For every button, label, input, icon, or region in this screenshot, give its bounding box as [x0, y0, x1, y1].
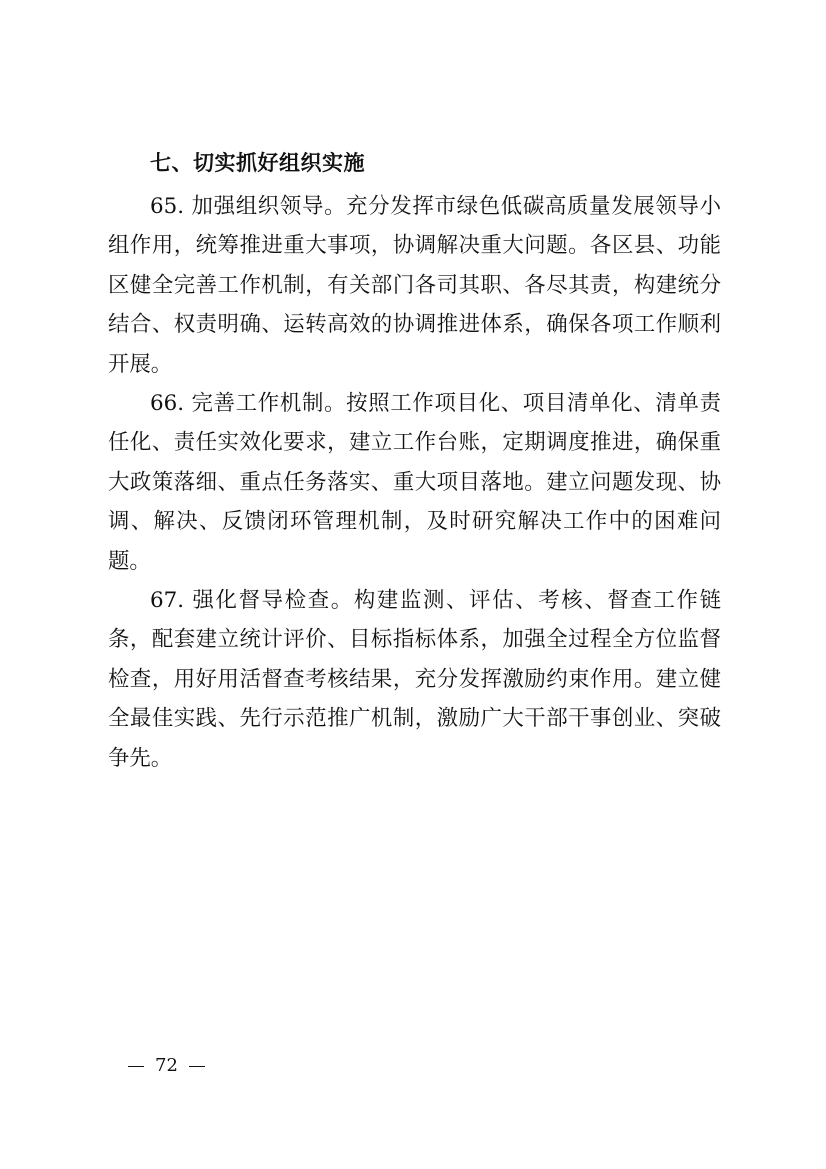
paragraph-text: 充分发挥市绿色低碳高质量发展领导小组作用，统筹推进重大事项，协调解决重大问题。各区县、功能区健全完善工作机制，有关部门各司其职、各尽其责，构建统分结合、权责明确、运转高效的协调推进体系，确保各项工作顺利开展。: [108, 194, 721, 377]
page-number-value: 72: [155, 1055, 178, 1076]
paragraph-title: 完善工作机制。: [191, 391, 347, 417]
dash-right: [189, 1066, 205, 1067]
page-number: [128, 1054, 205, 1078]
paragraph-66: [108, 384, 721, 581]
paragraph-title: 加强组织领导。: [191, 194, 347, 219]
paragraph-text: 按照工作项目化、项目清单化、清单责任化、责任实效化要求，建立工作台账，定期调度推进，确保重大政策落细、重点任务落实、重大项目落地。建立问题发现、协调、解决、反馈闭环管理机制，及时研究解决工作中的困难问题。: [108, 391, 721, 574]
paragraph-number: 67.: [150, 588, 185, 614]
paragraph-number: 66.: [150, 391, 185, 417]
dash-left: [128, 1066, 144, 1067]
paragraph-number: 65.: [150, 194, 185, 219]
paragraph-title: 强化督导检查。: [192, 588, 354, 614]
section-heading: 七、切实抓好组织实施: [150, 151, 365, 175]
paragraph-67: [108, 581, 721, 778]
paragraph-65: [108, 187, 721, 384]
body-text: [108, 187, 721, 778]
paragraph-text: 构建监测、评估、考核、督查工作链条，配套建立统计评价、目标指标体系，加强全过程全方位监督检查，用好用活督查考核结果，充分发挥激励约束作用。建立健全最佳实践、先行示范推广机制，激励广大干部干事创业、突破争先。: [108, 588, 721, 771]
